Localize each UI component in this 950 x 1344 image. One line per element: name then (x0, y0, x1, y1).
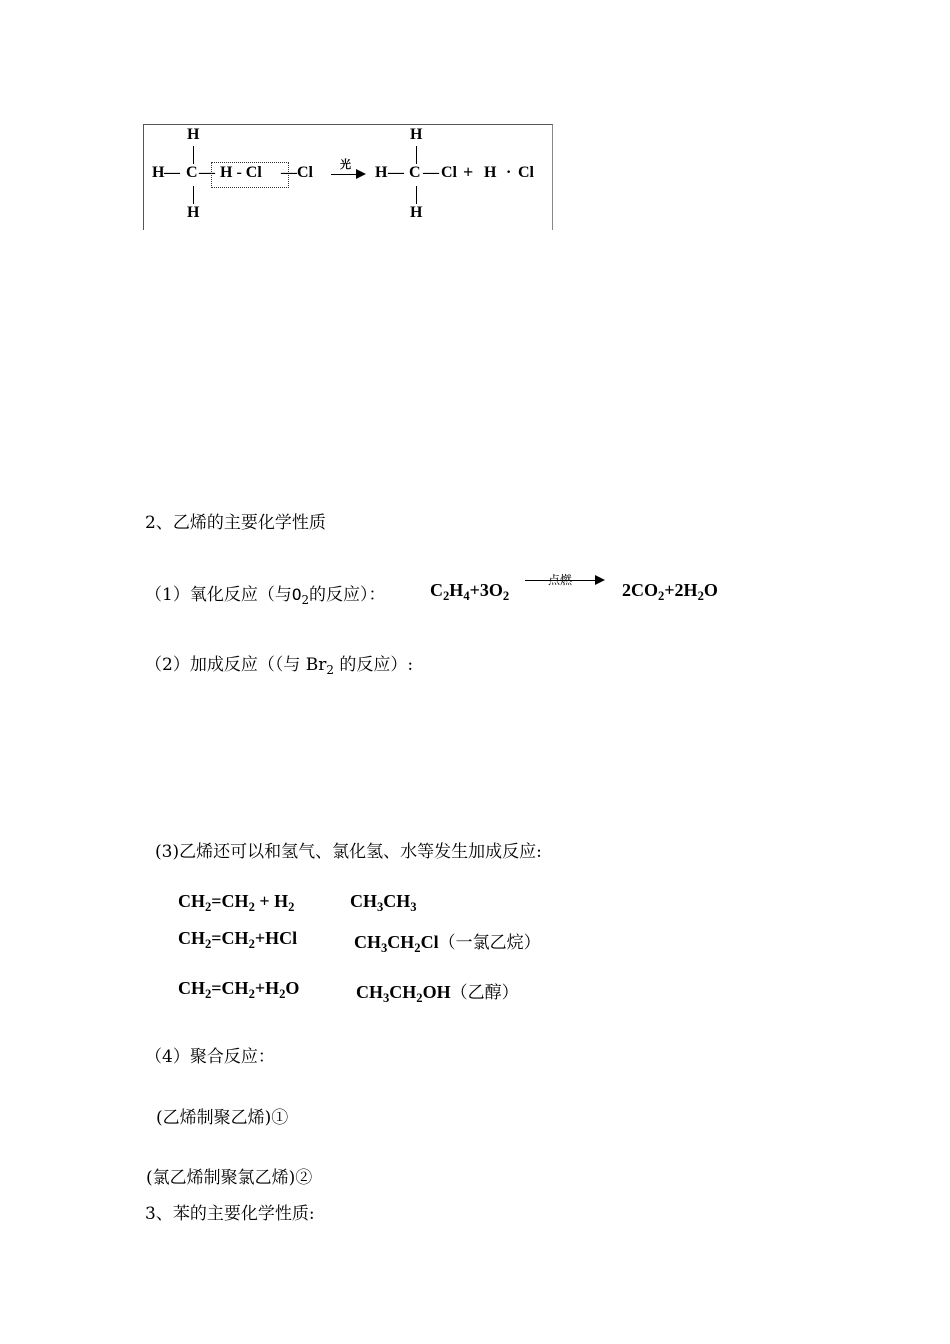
left-top-h: H (187, 126, 200, 143)
oxidation-label-text: （1）氧化反应（与 (145, 585, 292, 605)
right-cl: Cl (441, 164, 457, 181)
left-row-h: H (152, 164, 165, 181)
left-bond2: — (199, 164, 215, 181)
polymerization-label: （4）聚合反应： (145, 1047, 275, 1067)
oxidation-arrow-head (595, 575, 605, 585)
reaction-arrow-head (356, 169, 366, 179)
left-bond3: — (281, 164, 297, 181)
addition-label-end: 的反应）: (333, 655, 414, 675)
ignition-condition: 点燃 (548, 573, 573, 587)
right-row-h: H (375, 164, 388, 181)
equation-1-lhs: $CH_2=CH_2 + H_2$ (178, 891, 295, 914)
left-top-bond (193, 146, 194, 164)
reactant-c-sub: 2 (443, 589, 450, 603)
right-bond1: — (388, 164, 404, 181)
right-plus: + (463, 162, 474, 182)
equation-3-note: （乙醇） (450, 983, 519, 1003)
right-carbon: C (409, 164, 421, 181)
equation-3-rhs: $CH_3CH_2OH$（乙醇） (356, 982, 519, 1005)
left-bottom-bond (193, 186, 194, 204)
section3-heading: 3、苯的主要化学性质: (145, 1204, 315, 1224)
equation-2-rhs: $CH_3CH_2Cl$（一氯乙烷） (354, 932, 541, 955)
equation-1-rhs: $CH_3CH_3$ (350, 891, 417, 914)
oxidation-label-end: 的反应）： (309, 585, 386, 605)
section2-heading: 2、乙烯的主要化学性质 (145, 513, 326, 533)
right-bond2: — (423, 164, 439, 181)
product-co2: 2CO (622, 580, 658, 600)
addition-label (145, 650, 413, 675)
left-bottom-h: H (187, 204, 200, 221)
left-bond1: — (164, 164, 180, 181)
right-top-bond (416, 146, 417, 164)
bromine-subscript: 2 (326, 663, 334, 677)
addition-other-label: (3)乙烯还可以和氢气、氯化氢、水等发生加成反应: (155, 842, 542, 862)
equation-2-lhs: $CH_2=CH_2+HCl$ (178, 928, 298, 951)
left-carbon: C (186, 164, 198, 181)
reactant-h-sub: 4 (463, 589, 470, 603)
product-o: O (703, 580, 718, 600)
reactant-c: C (430, 580, 443, 600)
product-co2-sub: 2 (658, 589, 665, 603)
reactant-h: H (449, 580, 464, 600)
equation-3-lhs: $CH_2=CH_2+H_2O$ (178, 978, 300, 1001)
oxidation-arrow-line (525, 580, 597, 581)
right-top-h: H (410, 126, 423, 143)
product-h2-sub: 2 (697, 589, 704, 603)
oxidation-label (145, 580, 386, 605)
light-condition: 光 (340, 158, 351, 171)
right-bottom-bond (416, 186, 417, 204)
equation-2-note: （一氯乙烷） (438, 933, 541, 953)
oxygen-subscript: 2 (301, 593, 310, 607)
right-bottom-h: H (410, 204, 423, 221)
pvc-item: (氯乙烯制聚氯乙烯)② (146, 1168, 313, 1188)
oxidation-products (622, 580, 718, 601)
reactant-o2: +3O (469, 580, 503, 600)
oxygen-symbol: O (291, 585, 302, 604)
polyethylene-item: (乙烯制聚乙烯)① (156, 1108, 289, 1128)
boxed-h-cl: H - Cl (220, 164, 262, 181)
right-cl2: Cl (518, 164, 534, 181)
reactant-o-sub: 2 (502, 589, 510, 603)
addition-label-text: （2）加成反应（（与 Br (145, 655, 327, 675)
left-cl: Cl (297, 164, 313, 181)
right-dot: · (506, 164, 512, 181)
oxidation-reactants (430, 580, 509, 601)
product-h2: +2H (664, 580, 698, 600)
right-h: H (484, 164, 497, 181)
reaction-arrow-line (331, 174, 358, 175)
